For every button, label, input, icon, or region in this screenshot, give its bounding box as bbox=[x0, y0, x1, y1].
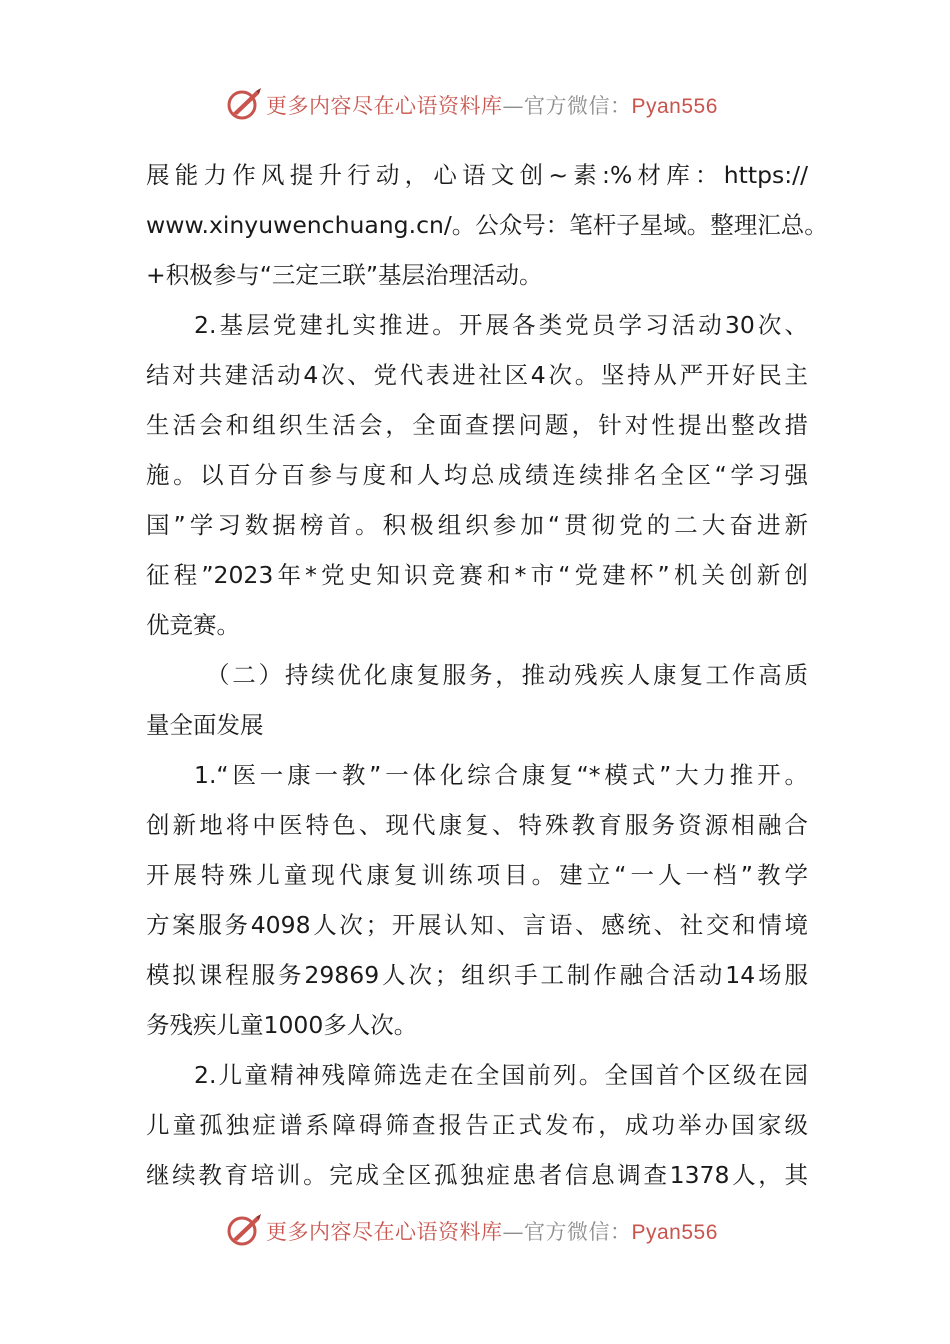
text-line: 方案服务4098人次；开展认知、言语、感统、社交和情境 bbox=[146, 911, 808, 939]
footer-watermark-banner bbox=[0, 1208, 950, 1252]
text-line: 征程”2023年*党史知识竞赛和*市“党建杯”机关创新创 bbox=[146, 561, 808, 589]
banner-wechat-label: —官方微信： bbox=[502, 1220, 632, 1244]
paragraph-heading: 2.基层党建扎实推进。开展各类党员学习活动30次、 bbox=[194, 311, 808, 339]
text-line: 儿童孤独症谱系障碍筛查报告正式发布，成功举办国家级 bbox=[146, 1111, 808, 1139]
text-line: 创新地将中医特色、现代康复、特殊教育服务资源相融合 bbox=[146, 811, 808, 839]
text-line: 生活会和组织生活会，全面查摆问题，针对性提出整改措 bbox=[146, 411, 808, 439]
text-line: 施。以百分百参与度和人均总成绩连续排名全区“学习强 bbox=[146, 461, 808, 489]
text-line: 继续教育培训。完成全区孤独症患者信息调查1378人，其 bbox=[146, 1161, 808, 1189]
section-heading: （二）持续优化康复服务，推动残疾人康复工作高质 bbox=[206, 661, 808, 689]
banner-wechat-label: —官方微信： bbox=[502, 94, 632, 118]
banner-text bbox=[266, 1216, 718, 1246]
paragraph-heading: 1.“医一康一教”一体化综合康复“*模式”大力推开。 bbox=[194, 761, 808, 789]
text-line: 务残疾儿童1000多人次。 bbox=[146, 1011, 418, 1039]
text-line: 展能力作风提升行动，心语文创~素:%材库：https:// bbox=[146, 161, 808, 189]
text-line: 模拟课程服务29869人次；组织手工制作融合活动14场服 bbox=[146, 961, 808, 989]
header-watermark-banner bbox=[0, 82, 950, 126]
quill-logo-icon bbox=[225, 86, 263, 122]
section-heading-continued: 量全面发展 bbox=[146, 711, 264, 739]
quill-logo-icon bbox=[225, 1212, 263, 1248]
text-line: 开展特殊儿童现代康复训练项目。建立“一人一档”教学 bbox=[146, 861, 808, 889]
text-line: 结对共建活动4次、党代表进社区4次。坚持从严开好民主 bbox=[146, 361, 808, 389]
text-line: www.xinyuwenchuang.cn/。公众号：笔杆子星域。整理汇总。 bbox=[146, 211, 828, 239]
document-body bbox=[146, 150, 828, 1200]
banner-wechat-id: Pyan556 bbox=[631, 95, 718, 118]
banner-site-name: 更多内容尽在心语资料库 bbox=[266, 1220, 503, 1244]
banner-site-name: 更多内容尽在心语资料库 bbox=[266, 94, 503, 118]
banner-text bbox=[266, 90, 718, 120]
text-line: +积极参与“三定三联”基层治理活动。 bbox=[146, 261, 543, 289]
paragraph-heading: 2.儿童精神残障筛选走在全国前列。全国首个区级在园 bbox=[194, 1061, 808, 1089]
banner-wechat-id: Pyan556 bbox=[631, 1221, 718, 1244]
text-line: 优竞赛。 bbox=[146, 611, 240, 639]
text-line: 国”学习数据榜首。积极组织参加“贯彻党的二大奋进新 bbox=[146, 511, 808, 539]
